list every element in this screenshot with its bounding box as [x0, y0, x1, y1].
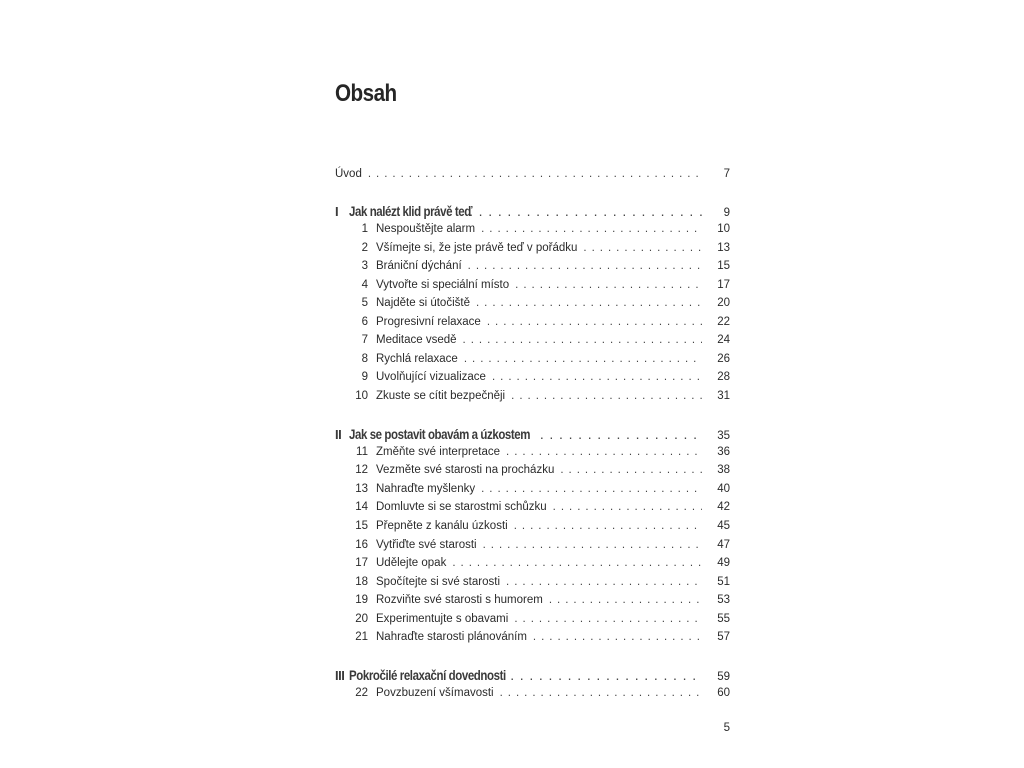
dot-leader [452, 555, 702, 571]
dot-leader [468, 258, 702, 274]
dot-leader [464, 351, 702, 367]
part-number: I [335, 204, 339, 219]
chapter-title: Zkuste se cítit bezpečněji [376, 390, 506, 402]
toc-entry-label: Úvod [335, 168, 362, 180]
chapter-number: 10 [355, 390, 368, 402]
chapter-title: Vytřiďte své starosti [376, 539, 477, 551]
chapter-title: Nespouštějte alarm [376, 223, 476, 235]
page-title: Obsah [335, 80, 397, 107]
chapter-number: 6 [361, 316, 368, 328]
toc-chapter-15[interactable] [335, 518, 730, 534]
dot-leader [515, 277, 702, 293]
dot-leader [506, 444, 702, 460]
chapter-page: 47 [717, 539, 730, 551]
dot-leader [481, 481, 702, 497]
part-number: III [335, 668, 345, 683]
chapter-title: Změňte své interpretace [376, 446, 501, 458]
part-page: 9 [723, 207, 730, 219]
toc-chapter-5[interactable] [335, 295, 730, 311]
chapter-page: 26 [717, 353, 730, 365]
chapter-page: 40 [717, 483, 730, 495]
toc-chapter-16[interactable] [335, 537, 730, 553]
chapter-number: 11 [356, 446, 368, 458]
dot-leader [553, 499, 702, 515]
toc-part-2[interactable] [335, 424, 730, 444]
chapter-number: 7 [361, 334, 368, 346]
chapter-number: 4 [361, 279, 368, 291]
chapter-title: Rychlá relaxace [376, 353, 458, 365]
chapter-page: 60 [717, 687, 730, 699]
toc-chapter-2[interactable] [335, 240, 730, 256]
dot-leader [510, 665, 702, 685]
chapter-page: 51 [717, 576, 730, 588]
toc-part-1[interactable] [335, 201, 730, 221]
toc-chapter-8[interactable] [335, 351, 730, 367]
dot-leader [483, 537, 702, 553]
toc-chapter-19[interactable] [335, 592, 730, 608]
toc-chapter-10[interactable] [335, 388, 730, 404]
chapter-title: Progresivní relaxace [376, 316, 481, 328]
dot-leader [511, 388, 702, 404]
toc-entry-intro[interactable] [335, 166, 730, 182]
chapter-page: 10 [717, 223, 730, 235]
toc-chapter-14[interactable] [335, 499, 730, 515]
part-title: Jak nalézt klid právě teď [349, 203, 473, 219]
dot-leader [469, 201, 702, 221]
dot-leader [506, 574, 702, 590]
toc-part-3[interactable] [335, 665, 730, 685]
chapter-number: 16 [355, 539, 368, 551]
dot-leader [583, 240, 702, 256]
chapter-number: 18 [355, 576, 368, 588]
chapter-number: 3 [361, 260, 368, 272]
chapter-page: 15 [717, 260, 730, 272]
dot-leader [368, 166, 702, 182]
chapter-number: 21 [355, 631, 368, 643]
chapter-page: 28 [717, 371, 730, 383]
dot-leader [481, 221, 702, 237]
part-page: 59 [717, 671, 730, 683]
chapter-title: Povzbuzení všímavosti [376, 687, 494, 699]
chapter-number: 22 [355, 687, 368, 699]
chapter-title: Spočítejte si své starosti [376, 576, 500, 588]
chapter-page: 36 [717, 446, 730, 458]
toc-chapter-9[interactable] [335, 369, 730, 385]
chapter-number: 2 [361, 242, 368, 254]
toc-chapter-6[interactable] [335, 314, 730, 330]
toc-chapter-17[interactable] [335, 555, 730, 571]
dot-leader [533, 629, 702, 645]
chapter-page: 17 [717, 279, 730, 291]
chapter-page: 53 [717, 594, 730, 606]
toc-chapter-21[interactable] [335, 629, 730, 645]
toc-chapter-3[interactable] [335, 258, 730, 274]
dot-leader [514, 611, 702, 627]
toc-chapter-13[interactable] [335, 481, 730, 497]
chapter-page: 57 [717, 631, 730, 643]
chapter-title: Brániční dýchání [376, 260, 462, 272]
toc-chapter-20[interactable] [335, 611, 730, 627]
chapter-page: 55 [717, 613, 730, 625]
toc-chapter-11[interactable] [335, 444, 730, 460]
chapter-title: Najděte si útočiště [376, 297, 470, 309]
dot-leader [500, 685, 702, 701]
dot-leader [476, 295, 702, 311]
chapter-number: 19 [355, 594, 368, 606]
chapter-page: 38 [717, 464, 730, 476]
toc-entry-page: 7 [723, 168, 730, 180]
chapter-page: 49 [717, 557, 730, 569]
part-title: Pokročilé relaxační dovednosti [349, 667, 506, 683]
dot-leader [492, 369, 702, 385]
chapter-number: 5 [361, 297, 368, 309]
chapter-title: Vytvořte si speciální místo [376, 279, 510, 291]
chapter-title: Uvolňující vizualizace [376, 371, 486, 383]
chapter-title: Udělejte opak [376, 557, 447, 569]
toc-chapter-4[interactable] [335, 277, 730, 293]
part-number: II [335, 427, 342, 442]
chapter-number: 9 [361, 371, 368, 383]
chapter-number: 8 [361, 353, 368, 365]
chapter-page: 22 [717, 316, 730, 328]
part-page: 35 [717, 430, 730, 442]
chapter-number: 14 [355, 501, 368, 513]
page-number: 5 [723, 722, 730, 734]
dot-leader [560, 462, 702, 478]
chapter-page: 13 [717, 242, 730, 254]
dot-leader [514, 518, 702, 534]
part-title: Jak se postavit obavám a úzkostem [349, 426, 531, 442]
chapter-title: Nahraďte starosti plánováním [376, 631, 527, 643]
toc-chapter-12[interactable] [335, 462, 730, 478]
chapter-number: 17 [355, 557, 368, 569]
chapter-title: Rozviňte své starosti s humorem [376, 594, 543, 606]
chapter-number: 15 [355, 520, 368, 532]
chapter-page: 20 [717, 297, 730, 309]
chapter-title: Nahraďte myšlenky [376, 483, 476, 495]
chapter-title: Všímejte si, že jste právě teď v pořádku [376, 242, 578, 254]
chapter-number: 12 [355, 464, 368, 476]
dot-leader [549, 592, 702, 608]
toc-chapter-18[interactable] [335, 574, 730, 590]
chapter-title: Přepněte z kanálu úzkosti [376, 520, 508, 532]
chapter-page: 24 [717, 334, 730, 346]
chapter-number: 13 [355, 483, 368, 495]
chapter-title: Vezměte své starosti na procházku [376, 464, 555, 476]
chapter-number: 20 [355, 613, 368, 625]
dot-leader [487, 314, 702, 330]
dot-leader [463, 332, 702, 348]
chapter-number: 1 [361, 223, 368, 235]
dot-leader [540, 424, 702, 444]
toc-chapter-22[interactable] [335, 685, 730, 701]
chapter-title: Experimentujte s obavami [376, 613, 509, 625]
chapter-page: 31 [717, 390, 730, 402]
chapter-title: Domluvte si se starostmi schůzku [376, 501, 547, 513]
chapter-page: 42 [717, 501, 730, 513]
toc-chapter-7[interactable] [335, 332, 730, 348]
chapter-title: Meditace vsedě [376, 334, 457, 346]
toc-chapter-1[interactable] [335, 221, 730, 237]
chapter-page: 45 [717, 520, 730, 532]
